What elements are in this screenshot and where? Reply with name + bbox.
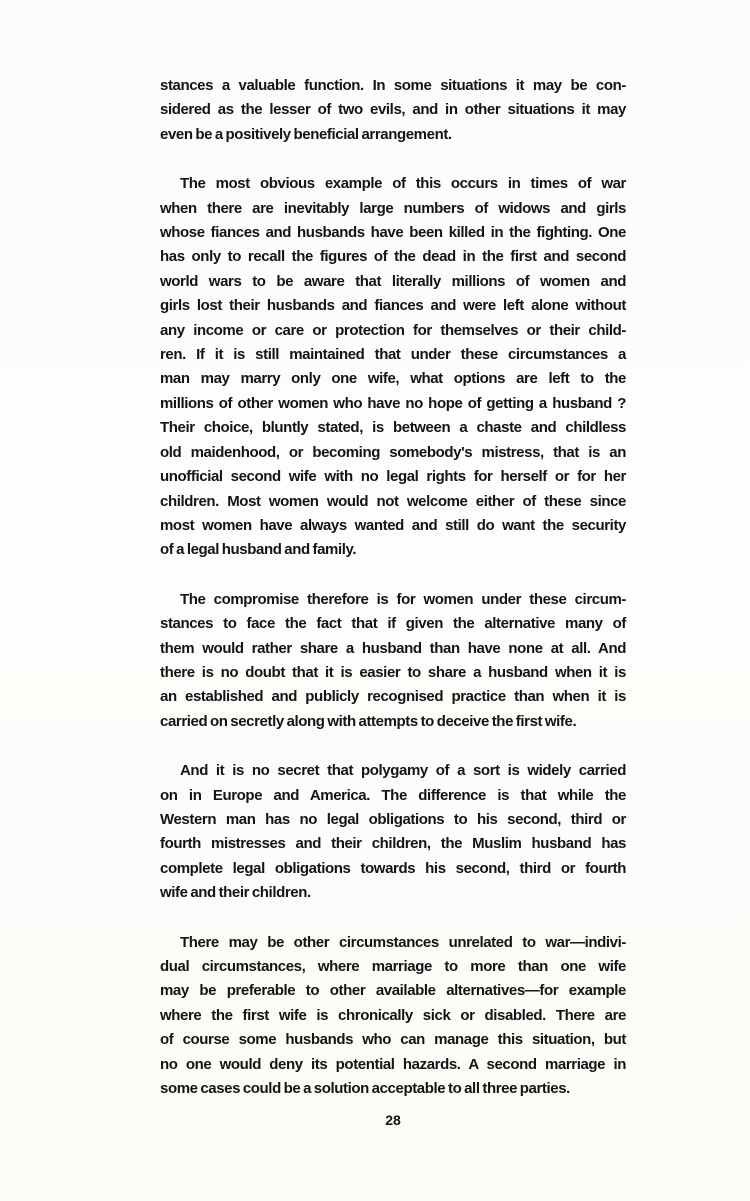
text-line: has only to recall the figures of the dead in the first and second (160, 248, 626, 266)
text-block (160, 74, 626, 1126)
text-line: there is no doubt that it is easier to share a husband when it is (160, 663, 626, 681)
paragraph (160, 759, 626, 905)
text-line: some cases could be a solution acceptable to all three parties. (160, 1080, 570, 1098)
text-line: ren. If it is still maintained that under these circumstances a (160, 346, 626, 364)
text-line: stances to face the fact that if given the alternative many of (160, 615, 626, 633)
text-line: old maidenhood, or becoming somebody's mistress, that is an (160, 443, 626, 461)
text-line: There may be other circumstances unrelated to war—indivi- (180, 933, 626, 951)
text-line: of a legal husband and family. (160, 541, 357, 559)
text-line: man may marry only one wife, what options are left to the (160, 370, 626, 388)
text-line: complete legal obligations towards his second, third or fourth (160, 859, 626, 877)
page-number: 28 (385, 1112, 401, 1128)
text-line: whose fiances and husbands have been killed in the fighting. One (160, 224, 626, 242)
text-line: no one would deny its potential hazards. A second marriage in (160, 1055, 626, 1073)
text-line: The compromise therefore is for women under these circum- (180, 590, 626, 608)
text-line: even be a positively beneficial arrangement. (160, 125, 452, 143)
text-line: Western man has no legal obligations to his second, third or (160, 810, 626, 828)
text-line: sidered as the lesser of two evils, and in other situations it may (160, 101, 626, 119)
text-line: where the first wife is chronically sick or disabled. There are (160, 1006, 626, 1024)
text-line: Their choice, bluntly stated, is between a chaste and childless (160, 419, 626, 437)
paragraph (160, 74, 626, 147)
text-line: world wars to be aware that literally millions of women and (160, 272, 626, 290)
text-line: children. Most women would not welcome either of these since (160, 492, 626, 510)
text-line: And it is no secret that polygamy of a sort is widely carried (180, 762, 626, 780)
text-line: dual circumstances, where marriage to more than one wife (160, 958, 626, 975)
text-line: them would rather share a husband than have none at all. And (160, 639, 626, 657)
text-line: fourth mistresses and their children, the Muslim husband has (160, 835, 626, 853)
text-line: millions of other women who have no hope of getting a husband ? (160, 394, 626, 412)
text-line: of course some husbands who can manage this situation, but (160, 1031, 626, 1049)
text-line: stances a valuable function. In some situations it may be con- (160, 77, 626, 94)
text-line: girls lost their husbands and fiances and were left alone without (160, 297, 626, 315)
paragraph (160, 931, 626, 1102)
text-line: wife and their children. (160, 884, 311, 902)
paragraph (160, 172, 626, 563)
paragraph (160, 588, 626, 734)
text-line: The most obvious example of this occurs in times of war (180, 175, 626, 193)
text-line: unofficial second wife with no legal rights for herself or for her (160, 468, 626, 486)
text-line: may be preferable to other available alternatives—for example (160, 982, 626, 1000)
text-line: any income or care or protection for themselves or their child- (160, 321, 626, 339)
text-line: carried on secretly along with attempts to deceive the first wife. (160, 712, 577, 730)
text-line: when there are inevitably large numbers of widows and girls (160, 199, 626, 217)
text-line: on in Europe and America. The difference is that while the (160, 786, 626, 804)
text-line: an established and publicly recognised practice than when it is (160, 688, 626, 706)
text-line: most women have always wanted and still do want the security (160, 516, 626, 534)
